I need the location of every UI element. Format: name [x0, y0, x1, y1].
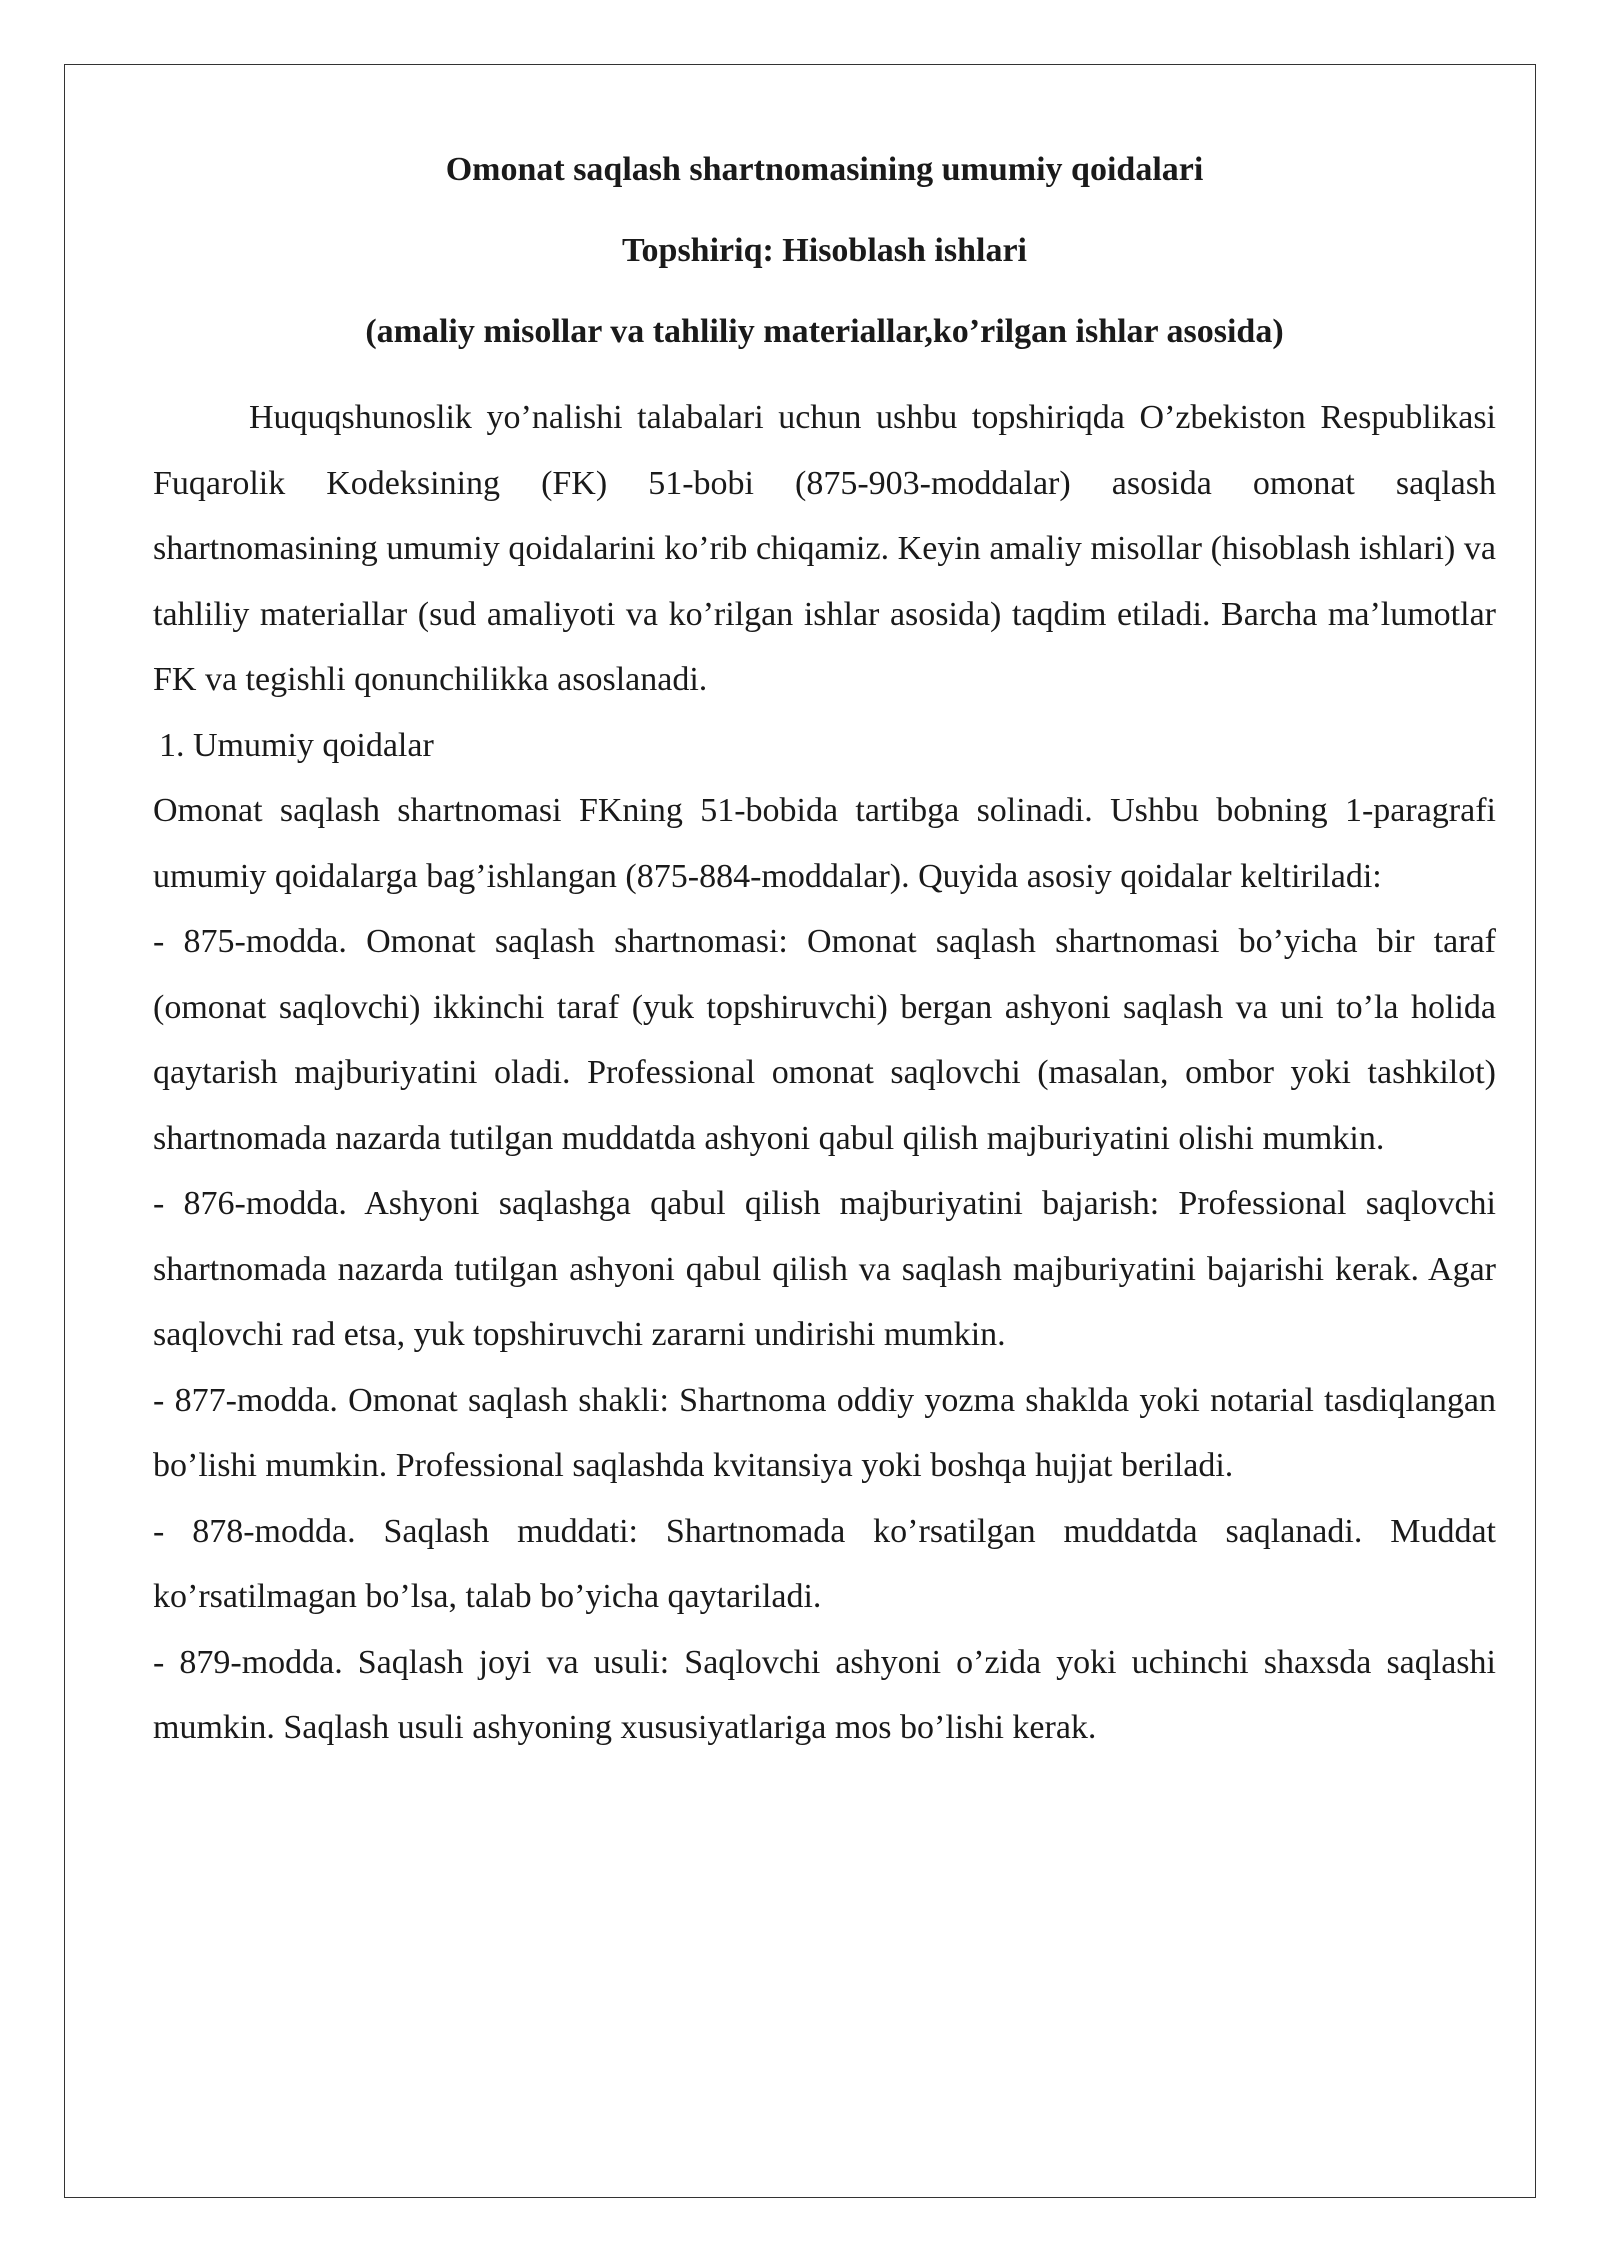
- document-title: Omonat saqlash shartnomasining umumiy qoidalari: [445, 151, 1204, 188]
- article-875: - 875-modda. Omonat saqlash shartnomasi: Omonat saqlash shartnomasi bo’yicha bir taraf (omonat saqlovchi) ikkinchi taraf (yuk topshiruvchi) bergan ashyoni saqlash va uni to’la holida qaytarish majburiyatini oladi. Professional omonat saqlovchi (masalan, ombor yoki tashkilot) shartnomada nazarda tutilgan muddatda ashyoni qabul qilish majburiyatini olishi mumkin.: [153, 923, 1496, 1157]
- document-subtitle-note: (amaliy misollar va tahliliy materiallar,ko’rilgan ishlar asosida): [365, 313, 1284, 350]
- article-876: - 876-modda. Ashyoni saqlashga qabul qilish majburiyatini bajarish: Professional saqlovchi shartnomada nazarda tutilgan ashyoni qabul qilish va saqlash majburiyatini bajarishi kerak. Agar saqlovchi rad etsa, yuk topshiruvchi zararni undirishi mumkin.: [153, 1185, 1496, 1353]
- section-intro-paragraph: Omonat saqlash shartnomasi FKning 51-bobida tartibga solinadi. Ushbu bobning 1-paragrafi umumiy qoidalarga bag’ishlangan (875-884-moddalar). Quyida asosiy qoidalar keltiriladi:: [153, 792, 1496, 895]
- article-879: - 879-modda. Saqlash joyi va usuli: Saqlovchi ashyoni o’zida yoki uchinchi shaxsda saqlashi mumkin. Saqlash usuli ashyoning xususiyatlariga mos bo’lishi kerak.: [153, 1643, 1496, 1746]
- article-877: - 877-modda. Omonat saqlash shakli: Shartnoma oddiy yozma shaklda yoki notarial tasdiqlangan bo’lishi mumkin. Professional saqlashda kvitansiya yoki boshqa hujjat beriladi.: [153, 1381, 1496, 1484]
- section-heading: 1. Umumiy qoidalar: [159, 726, 434, 764]
- article-878: - 878-modda. Saqlash muddati: Shartnomada ko’rsatilgan muddatda saqlanadi. Muddat ko’rsatilmagan bo’lsa, talab bo’yicha qaytariladi.: [153, 1512, 1496, 1615]
- document-body: [153, 150, 1496, 1761]
- intro-paragraph: Huquqshunoslik yo’nalishi talabalari uchun ushbu topshiriqda O’zbekiston Respublikasi Fuqarolik Kodeksining (FK) 51-bobi (875-903-moddalar) asosida omonat saqlash shartnomasining umumiy qoidalarini ko’rib chiqamiz. Keyin amaliy misollar (hisoblash ishlari) va tahliliy materiallar (sud amaliyoti va ko’rilgan ishlar asosida) taqdim etiladi. Barcha ma’lumotlar FK va tegishli qonunchilikka asoslanadi.: [153, 399, 1496, 698]
- document-subtitle: Topshiriq: Hisoblash ishlari: [621, 232, 1027, 269]
